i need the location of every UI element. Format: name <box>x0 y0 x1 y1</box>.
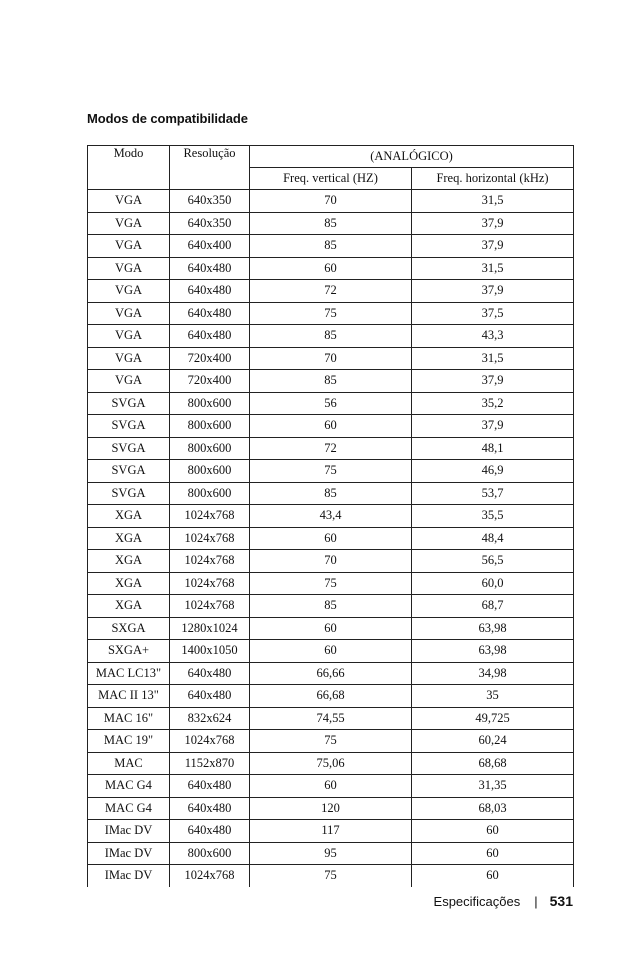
freq-vertical-cell: 60 <box>250 640 412 663</box>
resolucao-cell: 640x480 <box>170 820 250 843</box>
freq-vertical-cell: 75,06 <box>250 752 412 775</box>
header-freq-horizontal: Freq. horizontal (kHz) <box>412 168 574 190</box>
freq-horizontal-cell: 37,5 <box>412 302 574 325</box>
page-footer <box>434 893 573 909</box>
table-row <box>88 752 574 775</box>
freq-vertical-cell: 70 <box>250 347 412 370</box>
table-row <box>88 527 574 550</box>
resolucao-cell: 800x600 <box>170 460 250 483</box>
freq-horizontal-cell: 48,1 <box>412 437 574 460</box>
table-row <box>88 865 574 887</box>
modo-cell: VGA <box>88 370 170 393</box>
modo-cell: VGA <box>88 257 170 280</box>
resolucao-cell: 1024x768 <box>170 865 250 887</box>
table-row <box>88 595 574 618</box>
freq-horizontal-cell: 68,68 <box>412 752 574 775</box>
resolucao-cell: 800x600 <box>170 437 250 460</box>
table-row <box>88 730 574 753</box>
freq-horizontal-cell: 48,4 <box>412 527 574 550</box>
freq-vertical-cell: 60 <box>250 775 412 798</box>
resolucao-cell: 1024x768 <box>170 527 250 550</box>
table-row <box>88 707 574 730</box>
resolucao-cell: 640x480 <box>170 685 250 708</box>
table-row <box>88 437 574 460</box>
footer-section: Especificações <box>433 893 521 909</box>
freq-vertical-cell: 56 <box>250 392 412 415</box>
freq-vertical-cell: 66,66 <box>250 662 412 685</box>
resolucao-cell: 1024x768 <box>170 550 250 573</box>
resolucao-cell: 1152x870 <box>170 752 250 775</box>
table-row <box>88 482 574 505</box>
modo-cell: IMac DV <box>88 865 170 887</box>
modo-cell: XGA <box>88 527 170 550</box>
modo-cell: SVGA <box>88 482 170 505</box>
table-row <box>88 212 574 235</box>
freq-vertical-cell: 85 <box>250 370 412 393</box>
freq-horizontal-cell: 37,9 <box>412 212 574 235</box>
table-row <box>88 257 574 280</box>
resolucao-cell: 800x600 <box>170 482 250 505</box>
freq-vertical-cell: 120 <box>250 797 412 820</box>
resolucao-cell: 800x600 <box>170 392 250 415</box>
freq-horizontal-cell: 31,35 <box>412 775 574 798</box>
table-body <box>88 190 574 887</box>
resolucao-cell: 640x480 <box>170 280 250 303</box>
freq-vertical-cell: 60 <box>250 257 412 280</box>
table-row <box>88 842 574 865</box>
table-row <box>88 550 574 573</box>
freq-vertical-cell: 60 <box>250 415 412 438</box>
freq-vertical-cell: 117 <box>250 820 412 843</box>
modo-cell: MAC <box>88 752 170 775</box>
resolucao-cell: 800x600 <box>170 842 250 865</box>
header-modo: Modo <box>88 146 170 190</box>
freq-vertical-cell: 75 <box>250 302 412 325</box>
modo-cell: SVGA <box>88 437 170 460</box>
modo-cell: MAC 19" <box>88 730 170 753</box>
resolucao-cell: 640x480 <box>170 257 250 280</box>
freq-vertical-cell: 85 <box>250 482 412 505</box>
resolucao-cell: 640x480 <box>170 325 250 348</box>
modo-cell: SVGA <box>88 415 170 438</box>
freq-vertical-cell: 74,55 <box>250 707 412 730</box>
freq-vertical-cell: 70 <box>250 550 412 573</box>
modo-cell: VGA <box>88 325 170 348</box>
table-row <box>88 775 574 798</box>
header-analogico: (ANALÓGICO) <box>250 146 574 168</box>
freq-horizontal-cell: 68,03 <box>412 797 574 820</box>
table-row <box>88 460 574 483</box>
modo-cell: VGA <box>88 235 170 258</box>
freq-vertical-cell: 72 <box>250 280 412 303</box>
header-freq-vertical: Freq. vertical (HZ) <box>250 168 412 190</box>
table-row <box>88 302 574 325</box>
modo-cell: VGA <box>88 280 170 303</box>
modo-cell: VGA <box>88 302 170 325</box>
table-row <box>88 797 574 820</box>
table-row <box>88 617 574 640</box>
freq-horizontal-cell: 53,7 <box>412 482 574 505</box>
resolucao-cell: 1024x768 <box>170 595 250 618</box>
freq-vertical-cell: 75 <box>250 572 412 595</box>
section-title: Modos de compatibilidade <box>87 111 248 126</box>
resolucao-cell: 640x480 <box>170 775 250 798</box>
freq-vertical-cell: 43,4 <box>250 505 412 528</box>
resolucao-cell: 1280x1024 <box>170 617 250 640</box>
freq-vertical-cell: 60 <box>250 617 412 640</box>
freq-vertical-cell: 60 <box>250 527 412 550</box>
freq-vertical-cell: 85 <box>250 235 412 258</box>
freq-horizontal-cell: 60,0 <box>412 572 574 595</box>
table-row <box>88 235 574 258</box>
freq-vertical-cell: 66,68 <box>250 685 412 708</box>
modo-cell: VGA <box>88 190 170 213</box>
freq-vertical-cell: 75 <box>250 460 412 483</box>
freq-horizontal-cell: 31,5 <box>412 190 574 213</box>
resolucao-cell: 640x480 <box>170 302 250 325</box>
table-row <box>88 370 574 393</box>
resolucao-cell: 832x624 <box>170 707 250 730</box>
freq-horizontal-cell: 60 <box>412 842 574 865</box>
freq-vertical-cell: 85 <box>250 212 412 235</box>
compatibility-table <box>87 145 574 887</box>
freq-vertical-cell: 85 <box>250 595 412 618</box>
freq-horizontal-cell: 35 <box>412 685 574 708</box>
modo-cell: XGA <box>88 572 170 595</box>
table-row <box>88 685 574 708</box>
freq-horizontal-cell: 68,7 <box>412 595 574 618</box>
modo-cell: IMac DV <box>88 842 170 865</box>
resolucao-cell: 640x350 <box>170 190 250 213</box>
freq-vertical-cell: 75 <box>250 865 412 887</box>
freq-vertical-cell: 75 <box>250 730 412 753</box>
freq-horizontal-cell: 63,98 <box>412 640 574 663</box>
resolucao-cell: 1024x768 <box>170 730 250 753</box>
table-row <box>88 325 574 348</box>
resolucao-cell: 640x350 <box>170 212 250 235</box>
freq-horizontal-cell: 37,9 <box>412 415 574 438</box>
page-number: 531 <box>549 893 573 909</box>
modo-cell: SVGA <box>88 460 170 483</box>
resolucao-cell: 640x480 <box>170 797 250 820</box>
freq-horizontal-cell: 56,5 <box>412 550 574 573</box>
freq-horizontal-cell: 37,9 <box>412 235 574 258</box>
modo-cell: VGA <box>88 212 170 235</box>
resolucao-cell: 1400x1050 <box>170 640 250 663</box>
freq-horizontal-cell: 31,5 <box>412 347 574 370</box>
resolucao-cell: 640x400 <box>170 235 250 258</box>
modo-cell: IMac DV <box>88 820 170 843</box>
freq-horizontal-cell: 31,5 <box>412 257 574 280</box>
freq-vertical-cell: 72 <box>250 437 412 460</box>
table-row <box>88 572 574 595</box>
resolucao-cell: 800x600 <box>170 415 250 438</box>
freq-horizontal-cell: 35,2 <box>412 392 574 415</box>
freq-horizontal-cell: 63,98 <box>412 617 574 640</box>
resolucao-cell: 640x480 <box>170 662 250 685</box>
modo-cell: MAC II 13" <box>88 685 170 708</box>
modo-cell: XGA <box>88 550 170 573</box>
table-row <box>88 415 574 438</box>
freq-vertical-cell: 85 <box>250 325 412 348</box>
freq-horizontal-cell: 34,98 <box>412 662 574 685</box>
modo-cell: MAC LC13" <box>88 662 170 685</box>
freq-horizontal-cell: 49,725 <box>412 707 574 730</box>
freq-horizontal-cell: 60 <box>412 820 574 843</box>
table-row <box>88 820 574 843</box>
resolucao-cell: 1024x768 <box>170 572 250 595</box>
resolucao-cell: 720x400 <box>170 347 250 370</box>
modo-cell: MAC G4 <box>88 797 170 820</box>
table-row <box>88 392 574 415</box>
freq-horizontal-cell: 43,3 <box>412 325 574 348</box>
modo-cell: SVGA <box>88 392 170 415</box>
table-row <box>88 640 574 663</box>
freq-horizontal-cell: 46,9 <box>412 460 574 483</box>
freq-horizontal-cell: 35,5 <box>412 505 574 528</box>
footer-separator: | <box>534 893 538 909</box>
modo-cell: SXGA+ <box>88 640 170 663</box>
freq-vertical-cell: 70 <box>250 190 412 213</box>
modo-cell: MAC G4 <box>88 775 170 798</box>
modo-cell: XGA <box>88 595 170 618</box>
freq-horizontal-cell: 60 <box>412 865 574 887</box>
table-row <box>88 280 574 303</box>
freq-horizontal-cell: 37,9 <box>412 280 574 303</box>
table-row <box>88 662 574 685</box>
modo-cell: VGA <box>88 347 170 370</box>
table-row <box>88 505 574 528</box>
modo-cell: MAC 16" <box>88 707 170 730</box>
resolucao-cell: 720x400 <box>170 370 250 393</box>
freq-vertical-cell: 95 <box>250 842 412 865</box>
modo-cell: SXGA <box>88 617 170 640</box>
header-resolucao: Resolução <box>170 146 250 190</box>
resolucao-cell: 1024x768 <box>170 505 250 528</box>
freq-horizontal-cell: 60,24 <box>412 730 574 753</box>
table-row <box>88 347 574 370</box>
table-row <box>88 190 574 213</box>
modo-cell: XGA <box>88 505 170 528</box>
freq-horizontal-cell: 37,9 <box>412 370 574 393</box>
